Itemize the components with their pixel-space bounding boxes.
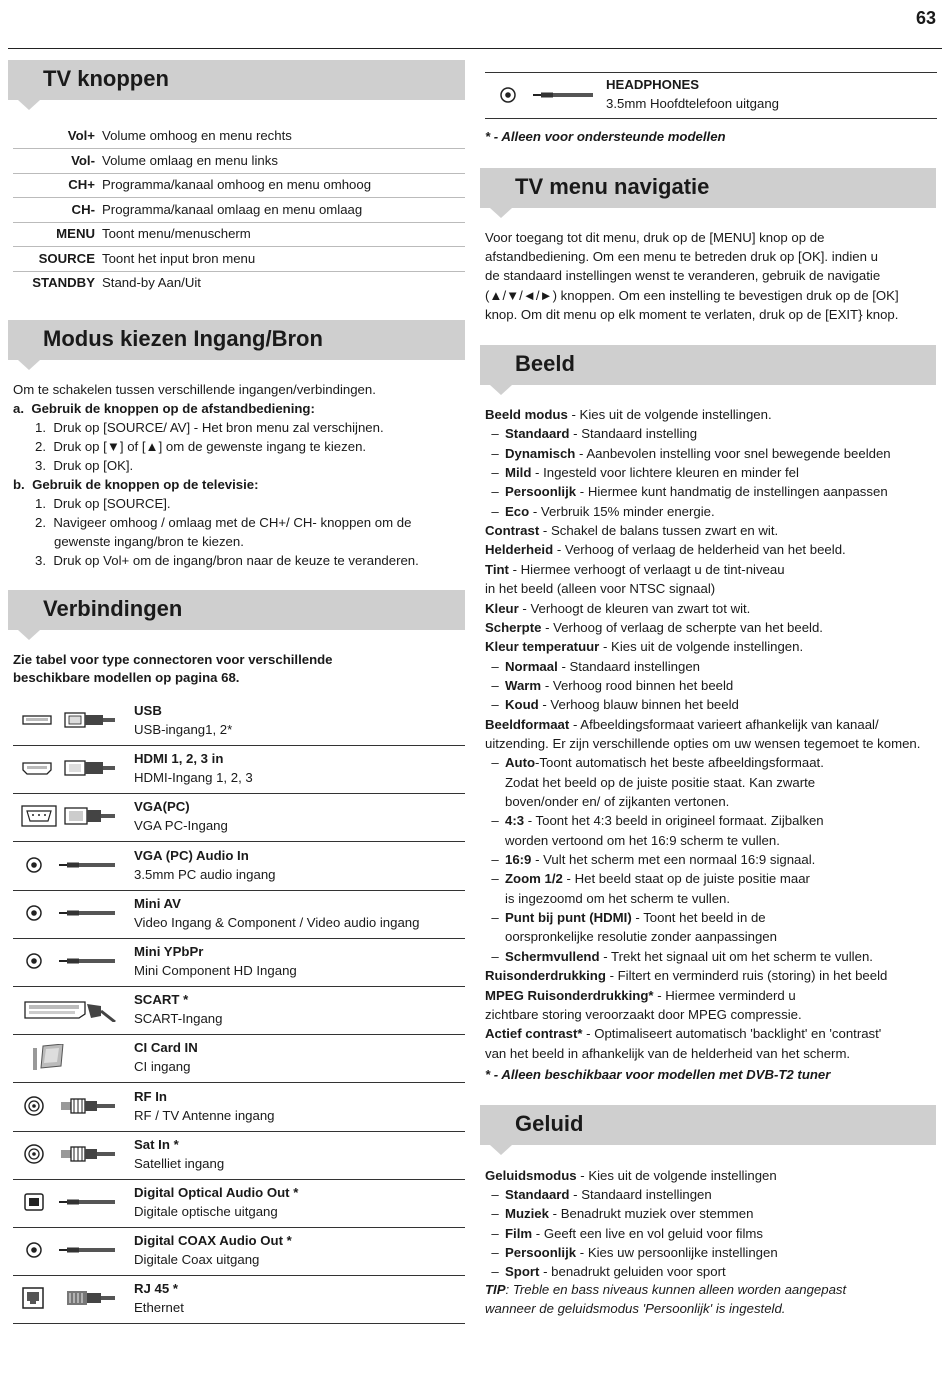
jack-icon <box>21 1237 121 1263</box>
setting-text: oorspronkelijke resolutie zonder aanpassingen <box>505 929 777 945</box>
setting-name: Kleur temperatuur <box>485 639 600 655</box>
dash-bullet: – <box>491 484 499 500</box>
connector-description: Mini Component HD Ingang <box>134 963 297 978</box>
section-banner-geluid <box>480 1105 936 1145</box>
modus-intro: Om te schakelen tussen verschillende ingangen/verbindingen. <box>13 382 376 397</box>
setting-name: Helderheid <box>485 542 554 558</box>
dvb-t2-note: * - Alleen beschikbaar voor modellen met DVB-T2 tuner <box>485 1067 831 1082</box>
button-key: Vol- <box>71 152 95 168</box>
list-item: 3. Druk op Vol+ om de ingang/bron naar de keuze te veranderen. <box>35 553 419 568</box>
setting-line <box>485 1005 941 1024</box>
connector-row <box>13 1034 465 1083</box>
setting-name: Beeld modus <box>485 407 568 422</box>
button-key: SOURCE <box>38 250 95 266</box>
setting-line <box>485 715 941 734</box>
setting-text: - Het beeld staat op de juiste positie maar <box>562 871 810 887</box>
dash-bullet: – <box>491 813 499 829</box>
connector-name: USB <box>134 703 162 718</box>
setting-text: - benadrukt geluiden voor sport <box>539 1264 726 1279</box>
setting-text: uitzending. Er zijn verschillende opties om uw wensen tegemoet te komen. <box>485 735 921 751</box>
button-key: MENU <box>56 226 95 241</box>
connector-name: RJ 45 * <box>134 1281 178 1297</box>
button-description: Toont menu/menuscherm <box>102 226 251 241</box>
connector-description: Satelliet ingang <box>134 1155 225 1171</box>
connector-row <box>13 745 465 794</box>
setting-name: Dynamisch <box>505 445 576 461</box>
modus-b-heading: b. Gebruik de knoppen op de televisie: <box>13 477 259 492</box>
tip-line-2: wanneer de geluidsmodus 'Persoonlijk' is ingesteld. <box>485 1301 786 1316</box>
sub-setting-line <box>485 753 941 772</box>
connector-description: Ethernet <box>134 1300 184 1316</box>
setting-line <box>485 1024 941 1043</box>
setting-name: Ruisonderdrukking <box>485 968 606 984</box>
section-title: Verbindingen <box>43 596 183 621</box>
sub-setting-line <box>485 463 941 482</box>
setting-name: Warm <box>505 677 542 693</box>
sub-setting-continued <box>505 831 950 850</box>
top-rule <box>8 48 942 49</box>
headphones-row-top-rule <box>485 72 937 73</box>
dash-bullet: – <box>491 445 499 461</box>
setting-name: Auto <box>505 755 536 771</box>
setting-text: - Verhoog blauw binnen het beeld <box>538 697 739 713</box>
sub-setting-line <box>485 657 941 676</box>
table-row <box>13 149 465 174</box>
setting-name: Punt bij punt (HDMI) <box>505 910 632 926</box>
setting-text: van het beeld in afhankelijk van de helderheid van het scherm. <box>485 1045 851 1061</box>
setting-text: - Vult het scherm met een normaal 16:9 signaal. <box>531 852 816 868</box>
setting-name: Standaard <box>505 1187 570 1203</box>
table-row <box>13 222 465 247</box>
setting-line <box>485 986 941 1005</box>
setting-text: - Standaard instellingen <box>569 1187 712 1203</box>
section-title: Geluid <box>515 1111 584 1136</box>
setting-text: in het beeld (alleen voor NTSC signaal) <box>485 581 716 597</box>
setting-line <box>485 637 941 656</box>
button-key: STANDBY <box>32 275 95 290</box>
sub-setting-line <box>485 869 941 888</box>
list-item: 2. Navigeer omhoog / omlaag met de CH+/ CH- knoppen om de <box>35 515 412 530</box>
table-row <box>13 247 465 272</box>
dash-bullet: – <box>491 1187 499 1203</box>
setting-text: - Standaard instelling <box>569 426 698 442</box>
connector-name: Digital COAX Audio Out * <box>134 1233 292 1249</box>
connector-row <box>13 842 465 891</box>
section-banner-menu-navigatie <box>480 168 936 208</box>
setting-text: - Standaard instellingen <box>557 658 701 674</box>
connector-name: CI Card IN <box>134 1040 198 1056</box>
modus-a-heading: a. Gebruik de knoppen op de afstandbediening: <box>13 401 315 416</box>
paragraph-line: afstandbediening. Om een menu te betreden druk op [OK]. indien u <box>485 249 878 265</box>
connector-description: USB-ingang1, 2* <box>134 722 233 737</box>
setting-text: - Verhoogt de kleuren van zwart tot wit. <box>518 600 751 616</box>
setting-text: - Kies uit de volgende instellingen. <box>567 407 772 422</box>
setting-name: Kleur <box>485 600 519 616</box>
connector-name: VGA(PC) <box>134 799 190 815</box>
dash-bullet: – <box>491 1244 499 1260</box>
section-title: TV menu navigatie <box>515 174 710 199</box>
connector-description: CI ingang <box>134 1059 191 1075</box>
setting-name: MPEG Ruisonderdrukking* <box>485 987 654 1003</box>
button-key: Vol+ <box>67 128 95 143</box>
setting-text: - Verbruik 15% minder energie. <box>529 503 715 519</box>
section-banner-verbindingen <box>8 590 465 630</box>
list-item: 2. Druk op [▼] of [▲] om de gewenste ingang te kiezen. <box>35 439 367 454</box>
section-title: Beeld <box>515 351 575 376</box>
setting-name: Film <box>505 1225 533 1241</box>
setting-text: worden vertoond om het 16:9 scherm te vullen. <box>505 832 780 848</box>
sub-setting-line <box>485 676 941 695</box>
paragraph-line: Voor toegang tot dit menu, druk op de [MENU] knop op de <box>485 230 825 245</box>
sub-setting-line <box>485 1204 937 1223</box>
setting-name: Scherpte <box>485 619 542 635</box>
supported-models-note: * - Alleen voor ondersteunde modellen <box>485 129 726 144</box>
setting-name: Standaard <box>505 426 570 442</box>
dash-bullet: – <box>491 1264 499 1279</box>
section-banner-modus <box>8 320 465 360</box>
hdmi-icon <box>21 755 121 781</box>
setting-text: - Verhoog rood binnen het beeld <box>541 677 734 693</box>
setting-text: - Kies uw persoonlijke instellingen <box>576 1244 778 1260</box>
jack-icon <box>21 900 121 926</box>
setting-text: - Kies uit de volgende instellingen <box>576 1168 777 1183</box>
dash-bullet: – <box>491 677 499 693</box>
sub-setting-line <box>485 502 941 521</box>
setting-name: Eco <box>505 503 530 519</box>
button-description: Programma/kanaal omlaag en menu omlaag <box>102 201 363 217</box>
connector-name: Mini YPbPr <box>134 944 204 959</box>
table-row <box>13 173 465 198</box>
setting-line <box>485 599 941 618</box>
setting-line <box>485 521 941 540</box>
setting-text: - Trekt het signaal uit om het scherm te vullen. <box>599 948 873 964</box>
connector-row <box>13 1131 465 1180</box>
setting-line <box>485 560 941 579</box>
setting-name: Mild <box>505 465 532 481</box>
headphones-name: HEADPHONES <box>606 77 700 92</box>
section-banner-beeld <box>480 345 936 385</box>
connector-name: Digital Optical Audio Out * <box>134 1185 299 1200</box>
connector-description: Digitale Coax uitgang <box>134 1252 260 1268</box>
setting-text: - Benadrukt muziek over stemmen <box>548 1206 754 1222</box>
dash-bullet: – <box>491 658 499 674</box>
connector-name: VGA (PC) Audio In <box>134 847 249 863</box>
sub-setting-line <box>485 695 941 714</box>
coax-icon <box>21 1093 121 1119</box>
setting-name: 16:9 <box>505 852 532 868</box>
connector-row <box>13 890 465 939</box>
setting-text: - Geeft een live en vol geluid voor films <box>532 1225 764 1241</box>
connector-name: Mini AV <box>134 895 181 911</box>
setting-line <box>485 579 941 598</box>
button-key: CH- <box>71 201 95 217</box>
button-description: Volume omhoog en menu rechts <box>102 128 292 143</box>
ci-card-icon <box>21 1044 121 1070</box>
setting-text: - Aanbevolen instelling voor snel bewegende beelden <box>575 445 891 461</box>
setting-text: Zodat het beeld op de juiste positie staat. Kan zwarte <box>505 774 816 790</box>
connector-row <box>13 1275 465 1324</box>
setting-line <box>485 405 941 424</box>
optical-icon <box>21 1189 121 1215</box>
dash-bullet: – <box>491 426 499 442</box>
table-row <box>13 271 465 295</box>
dash-bullet: – <box>491 465 499 481</box>
sub-setting-line <box>485 424 941 443</box>
setting-text: - Hiermee verhoogt of verlaagt u de tint-niveau <box>508 561 785 577</box>
setting-text: - Verhoog of verlaag de helderheid van het beeld. <box>553 542 846 558</box>
setting-text: - Filtert en verminderd ruis (storing) in het beeld <box>605 968 888 984</box>
setting-text: - Hiermee verminderd u <box>653 987 796 1003</box>
rj45-icon <box>21 1285 121 1311</box>
setting-name: Muziek <box>505 1206 549 1222</box>
verbindingen-intro-2: beschikbare modellen op pagina 68. <box>13 670 240 685</box>
button-description: Volume omlaag en menu links <box>102 152 278 168</box>
setting-name: 4:3 <box>505 813 525 829</box>
sub-setting-line <box>485 482 941 501</box>
table-row <box>13 124 465 149</box>
dash-bullet: – <box>491 871 499 887</box>
dash-bullet: – <box>491 697 499 713</box>
jack-icon <box>21 852 121 878</box>
setting-line <box>485 734 941 753</box>
setting-name: Geluidsmodus <box>485 1168 577 1183</box>
usb-icon <box>21 707 121 733</box>
dash-bullet: – <box>491 948 499 964</box>
tip-line-1: TIP: Treble en bass niveaus kunnen alleen worden aangepast <box>485 1282 847 1297</box>
connector-description: RF / TV Antenne ingang <box>134 1107 275 1123</box>
connector-row <box>13 697 465 746</box>
setting-text: boven/onder en/ of zijkanten vertonen. <box>505 794 730 809</box>
connector-row <box>13 793 465 842</box>
setting-name: Schermvullend <box>505 948 600 964</box>
connector-description: Digitale optische uitgang <box>134 1204 278 1219</box>
sub-setting-line <box>485 1243 937 1262</box>
connector-row <box>13 1227 465 1276</box>
setting-name: Zoom 1/2 <box>505 871 563 887</box>
setting-text: is ingezoomd om het scherm te vullen. <box>505 890 731 906</box>
setting-text: - Toont het beeld in de <box>631 910 766 926</box>
setting-name: Contrast <box>485 523 540 539</box>
list-item-continued: gewenste ingang/bron te kiezen. <box>54 534 244 549</box>
table-row <box>13 198 465 223</box>
setting-name: Beeldformaat <box>485 716 570 732</box>
sub-setting-line <box>485 850 941 869</box>
page-number: 63 <box>915 8 936 28</box>
section-banner-tv-knoppen <box>8 60 465 100</box>
connector-description: SCART-Ingang <box>134 1011 223 1027</box>
setting-name: Tint <box>485 561 509 577</box>
section-title: Modus kiezen Ingang/Bron <box>43 326 323 351</box>
verbindingen-intro-1: Zie tabel voor type connectoren voor verschillende <box>13 652 333 667</box>
setting-line <box>485 966 941 985</box>
setting-name: Koud <box>505 697 539 713</box>
connector-description: VGA PC-Ingang <box>134 818 228 834</box>
setting-text: - Kies uit de volgende instellingen. <box>599 639 804 655</box>
dash-bullet: – <box>491 852 499 868</box>
sub-setting-line <box>485 1224 937 1243</box>
setting-text: - Schakel de balans tussen zwart en wit. <box>539 523 779 539</box>
setting-text: - Toont het 4:3 beeld in origineel formaat. Zijbalken <box>524 813 824 829</box>
paragraph-line: knop. Om dit menu op elk moment te verlaten, druk op de [EXIT} knop. <box>485 306 899 322</box>
sub-setting-continued <box>505 773 950 792</box>
setting-text: - Verhoog of verlaag de scherpte van het beeld. <box>541 619 823 635</box>
connector-row <box>13 986 465 1035</box>
dash-bullet: – <box>491 1225 499 1241</box>
vga-icon <box>21 803 121 829</box>
paragraph-line: de standaard instellingen wenst te veranderen, gebruik de navigatie <box>485 268 881 284</box>
connector-name: SCART * <box>134 992 189 1008</box>
list-item: 1. Druk op [SOURCE/ AV] - Het bron menu zal verschijnen. <box>35 420 384 435</box>
connector-name: Sat In * <box>134 1136 179 1152</box>
headphones-desc: 3.5mm Hoofdtelefoon uitgang <box>606 96 780 111</box>
section-title: TV knoppen <box>43 66 169 91</box>
dash-bullet: – <box>491 755 499 771</box>
setting-name: Persoonlijk <box>505 484 577 500</box>
sub-setting-line <box>485 444 941 463</box>
sub-setting-line <box>485 908 941 927</box>
setting-text: - Optimaliseert automatisch 'backlight' en 'contrast' <box>582 1026 882 1042</box>
connector-description: Video Ingang & Component / Video audio ingang <box>134 914 420 930</box>
connector-name: HDMI 1, 2, 3 in <box>134 751 224 767</box>
setting-line <box>485 618 941 637</box>
button-description: Programma/kanaal omhoog en menu omhoog <box>102 177 372 192</box>
coax-icon <box>21 1141 121 1167</box>
sub-setting-line <box>485 1185 937 1204</box>
headphones-row-bottom-rule <box>485 118 937 119</box>
list-item: 3. Druk op [OK]. <box>35 458 134 473</box>
setting-text: - Afbeeldingsformaat varieert afhankelijk van kanaal/ <box>569 716 879 732</box>
sub-setting-line <box>485 811 941 830</box>
button-key: CH+ <box>68 177 95 192</box>
setting-text: - Ingesteld voor lichtere kleuren en minder fel <box>531 465 799 481</box>
dash-bullet: – <box>491 910 499 926</box>
setting-name: Persoonlijk <box>505 1244 577 1260</box>
setting-name: Normaal <box>505 658 558 674</box>
setting-text: zichtbare storing veroorzaakt door MPEG compressie. <box>485 1006 802 1022</box>
paragraph-line: (▲/▼/◄/►) knoppen. Om een instelling te bevestigen druk op de [OK] <box>485 287 899 303</box>
jack-icon <box>21 948 121 974</box>
sub-setting-continued <box>505 792 950 811</box>
jack-icon <box>495 82 595 108</box>
dash-bullet: – <box>491 503 499 519</box>
setting-line <box>485 1044 941 1063</box>
setting-name: Sport <box>505 1264 540 1279</box>
list-item: 1. Druk op [SOURCE]. <box>35 496 171 511</box>
connector-row <box>13 1179 465 1228</box>
setting-text: - Hiermee kunt handmatig de instellingen aanpassen <box>576 484 888 500</box>
setting-line <box>485 1166 937 1185</box>
sub-setting-line <box>485 1262 937 1281</box>
setting-name: Actief contrast* <box>485 1026 583 1042</box>
connector-row <box>13 1083 465 1132</box>
button-description: Stand-by Aan/Uit <box>102 275 201 290</box>
connector-description: 3.5mm PC audio ingang <box>134 866 276 882</box>
sub-setting-continued <box>505 889 950 908</box>
dash-bullet: – <box>491 1206 499 1222</box>
connector-description: HDMI-Ingang 1, 2, 3 <box>134 770 253 786</box>
scart-icon <box>21 996 121 1022</box>
sub-setting-continued <box>505 927 950 946</box>
sub-setting-line <box>485 947 941 966</box>
setting-line <box>485 540 941 559</box>
setting-text: -Toont automatisch het beste afbeeldingsformaat. <box>535 755 824 771</box>
connector-name: RF In <box>134 1088 167 1104</box>
button-description: Toont het input bron menu <box>102 250 256 266</box>
connector-row <box>13 938 465 987</box>
